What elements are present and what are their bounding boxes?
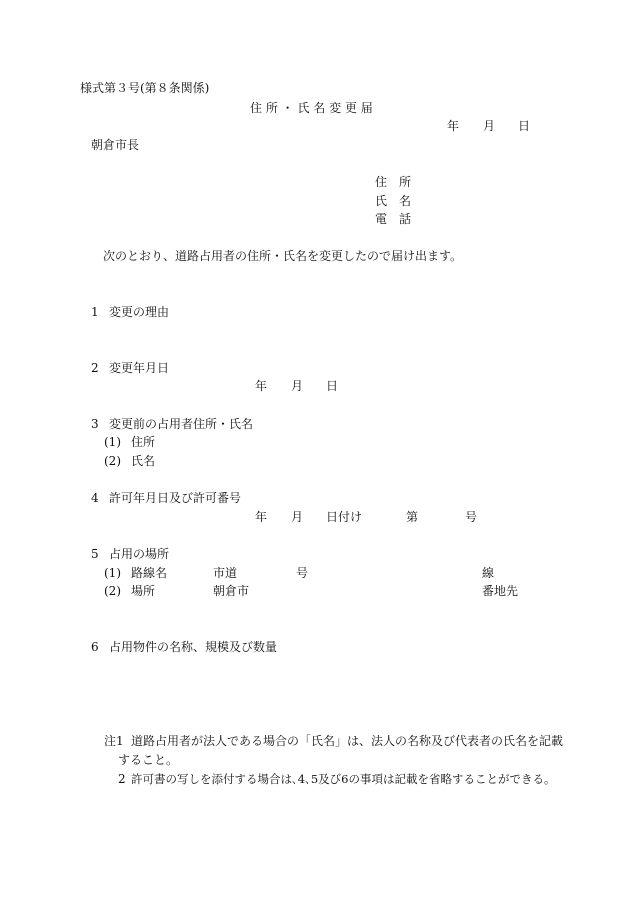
item-label: 変更年月日 [109,361,170,375]
change-year: 年 [255,379,268,393]
place-label: 場所 [131,584,156,598]
change-day: 日 [326,379,339,393]
item-label: 占用の場所 [109,547,170,561]
permit-number-dai: 第 [406,510,419,524]
addressee: 朝倉市長 [91,138,140,152]
applicant-address-label: 住 所 [375,175,412,189]
item-number: 1 [91,305,99,319]
route-line-label: 線 [482,566,495,580]
applicant-name-label: 氏 名 [375,194,412,208]
item-number: 6 [91,640,99,654]
permit-number-go: 号 [465,510,478,524]
sub-number: (1) [104,566,121,580]
item-number: 2 [91,361,99,375]
route-name-label: 路線名 [131,566,168,580]
date-day: 日 [518,119,531,133]
date-year: 年 [447,119,460,133]
note-1-label: 注1 [104,734,124,748]
intro-text: 次のとおり、道路占用者の住所・氏名を変更したので届け出ます。 [103,249,463,263]
city-name-label: 朝倉市 [213,584,250,598]
date-month: 月 [483,119,496,133]
lot-number-label: 番地先 [482,584,519,598]
document-title: 住 所 ・ 氏 名 変 更 届 [250,101,373,115]
note-2-label: 2 [118,772,126,786]
previous-address-label: 住所 [131,435,156,449]
previous-name-label: 氏名 [131,454,156,468]
item-label: 変更の理由 [109,305,170,319]
city-road-label: 市道 [213,566,238,580]
item-label: 占用物件の名称、規模及び数量 [109,640,278,654]
note-2-text: 許可書の写しを添付する場合は､4､5及び6の事項は記載を省略することができる。 [131,772,556,786]
sub-number: (1) [104,435,121,449]
item-label: 変更前の占用者住所・氏名 [109,417,254,431]
item-label: 許可年月日及び許可番号 [109,491,242,505]
note-1-line-2: すること。 [118,753,179,767]
form-label: 様式第３号(第８条関係) [80,81,210,95]
note-1-line-1: 道路占用者が法人である場合の「氏名」は、法人の名称及び代表者の氏名を記載 [131,734,564,748]
item-number: 3 [91,417,99,431]
item-number: 4 [91,491,99,505]
route-number-label: 号 [296,566,309,580]
permit-month: 月 [291,510,304,524]
permit-day: 日付け [326,510,363,524]
item-number: 5 [91,547,99,561]
permit-year: 年 [255,510,268,524]
applicant-phone-label: 電 話 [375,212,412,226]
change-month: 月 [291,379,304,393]
sub-number: (2) [104,454,121,468]
sub-number: (2) [104,584,121,598]
